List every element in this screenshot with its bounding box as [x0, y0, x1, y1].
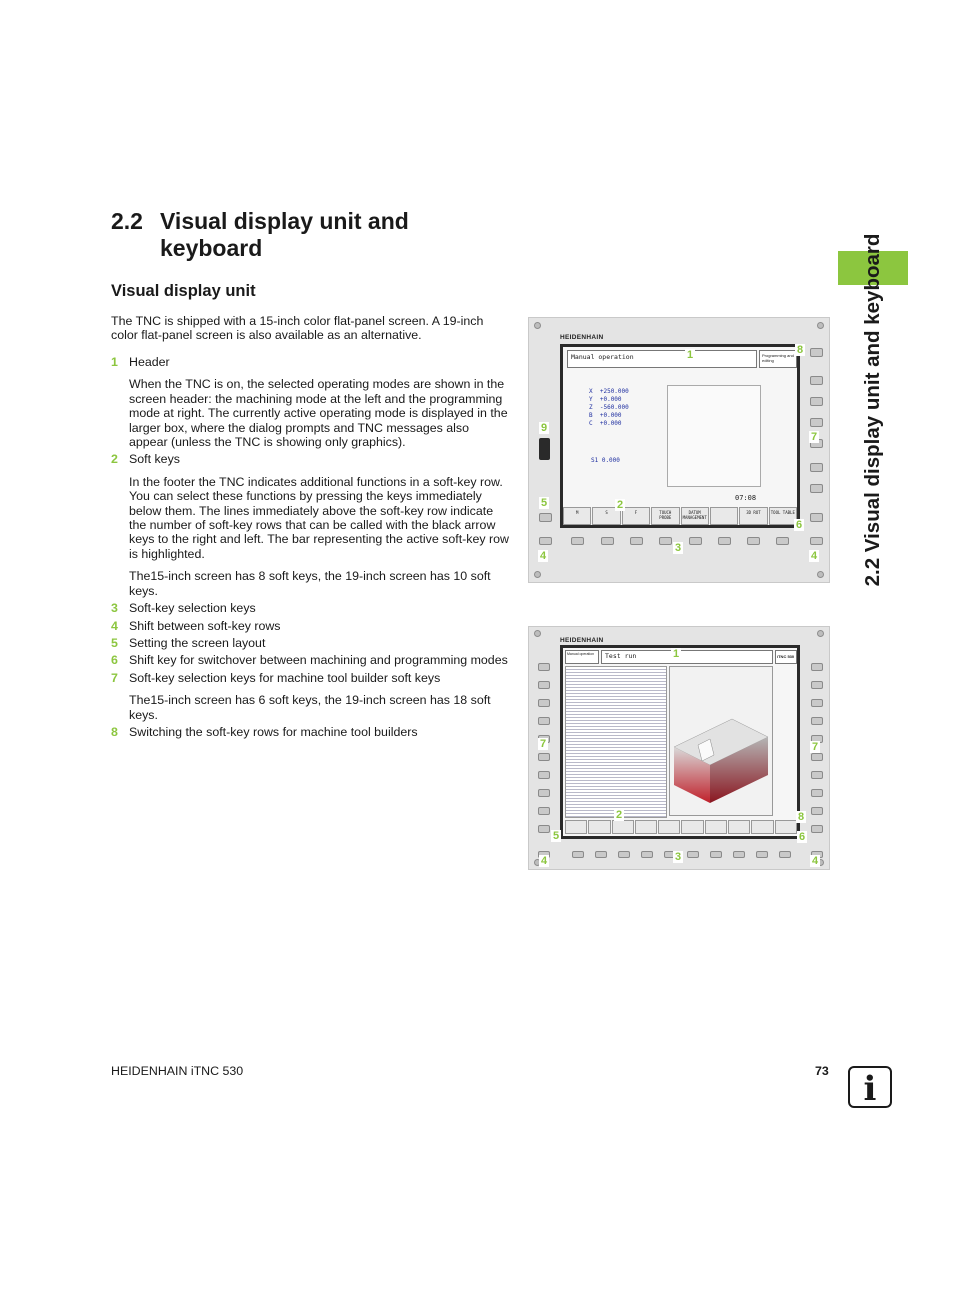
time-display: 07:08 — [735, 494, 757, 502]
callout-8: 8 — [797, 344, 804, 356]
callout-4-right: 4 — [811, 550, 818, 562]
callout-3: 3 — [675, 851, 682, 863]
intro-paragraph: The TNC is shipped with a 15-inch color flat-panel screen. A 19-inch color flat-panel screen is also available as an alternative. — [111, 314, 484, 343]
callout-5: 5 — [553, 830, 560, 842]
softkey[interactable] — [751, 820, 773, 834]
callout-1: 1 — [673, 648, 680, 660]
softkey-row — [565, 820, 797, 834]
side-key[interactable] — [810, 376, 823, 385]
softkey-select-key[interactable] — [687, 851, 699, 858]
softkey[interactable] — [775, 820, 797, 834]
page-number: 73 — [815, 1064, 829, 1078]
softkey[interactable] — [612, 820, 634, 834]
softkey-select-key[interactable] — [718, 537, 731, 545]
side-key[interactable] — [538, 663, 550, 671]
callout-4-left: 4 — [541, 855, 548, 867]
callout-5: 5 — [541, 497, 548, 509]
console-figure-15inch — [528, 317, 830, 583]
side-key[interactable] — [810, 418, 823, 427]
status-panel — [667, 385, 761, 487]
softkey-row — [563, 507, 797, 525]
workpiece-graphic — [670, 667, 772, 815]
softkey-select-key[interactable] — [571, 537, 584, 545]
list-item: 3 Soft-key selection keys — [111, 601, 256, 616]
softkey-select-key[interactable] — [630, 537, 643, 545]
softkey[interactable] — [635, 820, 657, 834]
list-item: 6 Shift key for switchover between machining and programming modes — [111, 653, 508, 668]
numbered-list — [111, 355, 511, 742]
softkey[interactable] — [710, 507, 738, 525]
side-key[interactable] — [810, 484, 823, 493]
callout-4-right: 4 — [812, 855, 819, 867]
list-item: 7 Soft-key selection keys for machine tool builder soft keys The15-inch screen has 6 soft keys, the 19-inch screen has 18 soft keys. — [111, 670, 491, 722]
softkey[interactable]: 3D ROT — [739, 507, 767, 525]
side-key[interactable] — [538, 717, 550, 725]
screen — [560, 344, 800, 528]
callout-6: 6 — [796, 519, 803, 531]
softkey-row-right-key[interactable] — [810, 537, 823, 545]
softkey[interactable] — [681, 820, 703, 834]
softkey-select-key[interactable] — [710, 851, 722, 858]
side-key[interactable] — [811, 699, 823, 707]
softkey[interactable] — [565, 820, 587, 834]
screen-header — [567, 350, 757, 368]
mode-small-box: Manual operation — [565, 650, 599, 664]
side-key[interactable] — [538, 771, 550, 779]
list-item: 4 Shift between soft-key rows — [111, 618, 281, 633]
model-box: iTNC 530 — [775, 650, 797, 664]
softkey-select-key[interactable] — [601, 537, 614, 545]
softkey[interactable]: TOOL TABLE — [769, 507, 797, 525]
softkey-select-key[interactable] — [776, 537, 789, 545]
list-item: 8 Switching the soft-key rows for machine tool builders — [111, 724, 418, 739]
side-key[interactable] — [538, 699, 550, 707]
side-key[interactable] — [538, 681, 550, 689]
screw-icon — [817, 630, 824, 637]
brand-logo: HEIDENHAIN — [560, 334, 604, 341]
graphics-view — [669, 666, 773, 816]
softkey-select-key[interactable] — [595, 851, 607, 858]
screw-icon — [534, 322, 541, 329]
console-figure-19inch — [528, 626, 830, 870]
callout-8: 8 — [798, 811, 805, 823]
callout-4-left: 4 — [540, 550, 547, 562]
callout-3: 3 — [675, 542, 682, 554]
section-heading — [111, 208, 511, 264]
softkey-row-left-key[interactable] — [539, 537, 552, 545]
side-key[interactable] — [810, 348, 823, 357]
spindle-display: S1 0.000 — [591, 457, 620, 464]
softkey-select-key[interactable] — [572, 851, 584, 858]
callout-2: 2 — [616, 809, 623, 821]
callout-7-right: 7 — [812, 741, 819, 753]
callout-7: 7 — [811, 431, 818, 443]
callout-2: 2 — [617, 499, 624, 511]
screw-icon — [817, 571, 824, 578]
side-key[interactable] — [538, 789, 550, 797]
softkey-select-key[interactable] — [756, 851, 768, 858]
list-item: 2 Soft keys In the footer the TNC indicates additional functions in a soft-key row. You can select these functions by pressing the keys immediately below them. The lines immediately above the soft-key row indicate the number of soft-key rows that can be called with the black arrow keys to the right and left. The bar representing the active soft-key row is highlighted. The15-inch screen has 8 soft keys, the 19-inch screen has 10 soft keys. — [111, 452, 509, 598]
side-key[interactable] — [811, 663, 823, 671]
side-key[interactable] — [811, 825, 823, 833]
side-key[interactable] — [811, 807, 823, 815]
softkey[interactable] — [658, 820, 680, 834]
softkey[interactable]: DATUM MANAGEMENT — [681, 507, 709, 525]
list-item: 5 Setting the screen layout — [111, 635, 266, 650]
softkey[interactable]: S — [592, 507, 620, 525]
mode-label: Manual operation — [571, 353, 634, 361]
side-key[interactable] — [811, 681, 823, 689]
screw-icon — [817, 322, 824, 329]
subsection-title: Visual display unit — [111, 282, 256, 300]
section-title-line2: keyboard — [160, 235, 263, 261]
side-key[interactable] — [538, 807, 550, 815]
softkey[interactable] — [728, 820, 750, 834]
position-display: X +250.000 Y +0.000 Z -560.000 B +0.000 C +0.000 — [589, 388, 629, 427]
brand-logo: HEIDENHAIN — [560, 637, 604, 644]
callout-9: 9 — [541, 422, 548, 434]
screw-icon — [534, 630, 541, 637]
side-key[interactable] — [811, 789, 823, 797]
softkey[interactable] — [705, 820, 727, 834]
softkey-select-key[interactable] — [689, 537, 702, 545]
softkey[interactable]: F — [622, 507, 650, 525]
section-title-line1: Visual display unit and — [160, 208, 409, 234]
softkey-select-key[interactable] — [641, 851, 653, 858]
program-listing — [565, 666, 667, 818]
side-key[interactable] — [538, 753, 550, 761]
softkey-select-key[interactable] — [659, 537, 672, 545]
side-key[interactable] — [810, 513, 823, 522]
side-key[interactable] — [810, 397, 823, 406]
softkey-select-key[interactable] — [779, 851, 791, 858]
usb-port — [539, 438, 550, 460]
side-title: 2.2 Visual display unit and keyboard — [861, 233, 884, 587]
screen-layout-key[interactable] — [538, 825, 550, 833]
prog-mode-box: Programming and editing — [759, 350, 797, 368]
softkey-select-key[interactable] — [747, 537, 760, 545]
screw-icon — [534, 571, 541, 578]
softkey[interactable]: TOUCH PROBE — [651, 507, 679, 525]
callout-7-left: 7 — [540, 738, 547, 750]
screen-layout-key[interactable] — [539, 513, 552, 522]
softkey[interactable] — [588, 820, 610, 834]
info-icon: i — [848, 1066, 892, 1108]
section-number: 2.2 — [111, 208, 143, 234]
softkey-select-key[interactable] — [618, 851, 630, 858]
callout-6: 6 — [799, 831, 806, 843]
mode-label: Test run — [605, 652, 637, 660]
screen-header — [601, 650, 773, 664]
side-key[interactable] — [811, 753, 823, 761]
softkey[interactable]: M — [563, 507, 591, 525]
softkey-select-key[interactable] — [733, 851, 745, 858]
side-key[interactable] — [810, 463, 823, 472]
footer-product: HEIDENHAIN iTNC 530 — [111, 1064, 244, 1078]
screen — [560, 645, 800, 839]
side-key[interactable] — [811, 771, 823, 779]
side-key[interactable] — [811, 717, 823, 725]
callout-1: 1 — [687, 349, 694, 361]
list-item: 1 Header When the TNC is on, the selected operating modes are shown in the screen header: the machining mode at the left and the programming mode at right. The currently active operating mode is displayed in the larger box, where the dialog prompts and TNC messages also appear (unless the TNC is showing only graphics). — [111, 355, 508, 450]
